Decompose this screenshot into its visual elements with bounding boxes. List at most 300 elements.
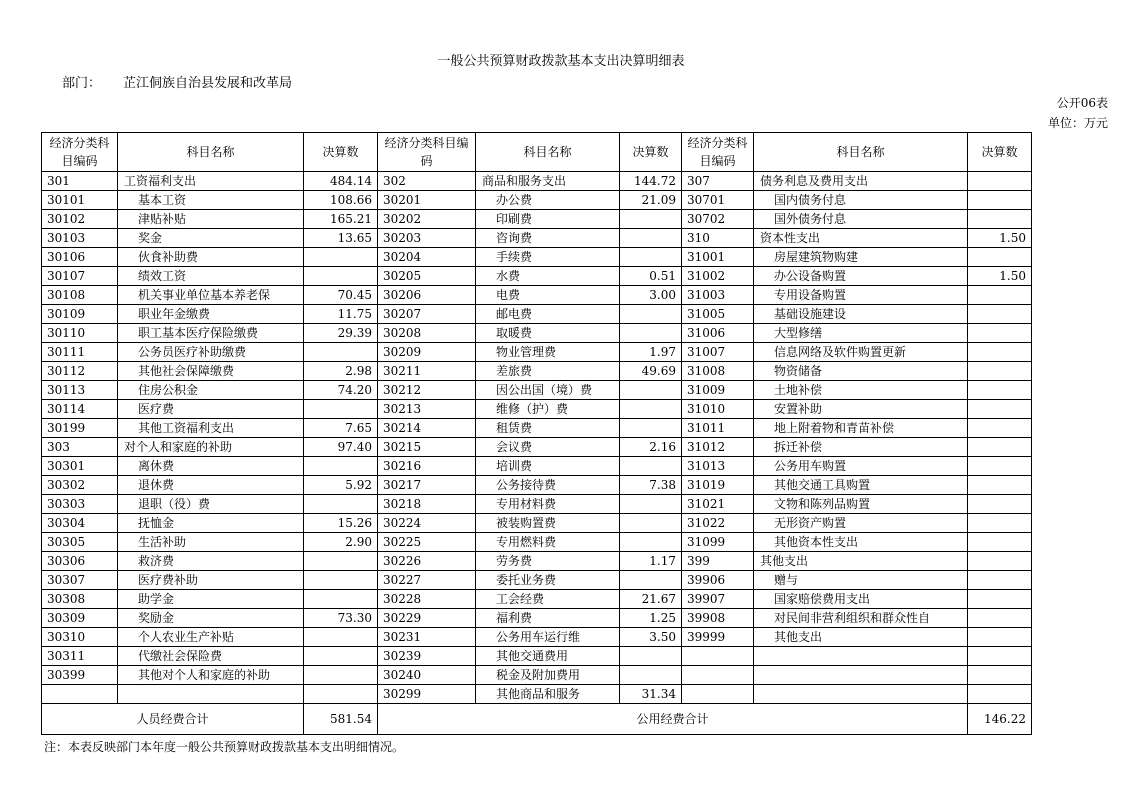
row-item-name: 生活补助	[118, 533, 304, 552]
row-code: 30109	[42, 305, 118, 324]
row-amount	[620, 229, 682, 248]
table-row	[42, 571, 1032, 590]
row-item-name: 公务用车运行维	[476, 628, 620, 647]
row-amount	[968, 476, 1032, 495]
table-row	[42, 324, 1032, 343]
row-amount	[304, 248, 378, 267]
row-code: 30229	[378, 609, 476, 628]
row-item-name: 被装购置费	[476, 514, 620, 533]
row-item-name: 其他社会保障缴费	[118, 362, 304, 381]
row-code: 31010	[682, 400, 754, 419]
row-item-name: 债务利息及费用支出	[754, 172, 968, 191]
row-item-name: 安置补助	[754, 400, 968, 419]
row-code: 31019	[682, 476, 754, 495]
row-item-name: 退职（役）费	[118, 495, 304, 514]
row-amount	[620, 210, 682, 229]
row-item-name: 抚恤金	[118, 514, 304, 533]
row-code: 30303	[42, 495, 118, 514]
row-item-name: 住房公积金	[118, 381, 304, 400]
row-code: 31009	[682, 381, 754, 400]
row-amount: 2.90	[304, 533, 378, 552]
table-row	[42, 248, 1032, 267]
row-item-name: 福利费	[476, 609, 620, 628]
header-amount-3: 决算数	[968, 133, 1032, 172]
row-item-name: 水费	[476, 267, 620, 286]
table-row	[42, 267, 1032, 286]
table-row	[42, 533, 1032, 552]
row-code: 30206	[378, 286, 476, 305]
report-title: 一般公共预算财政拨款基本支出决算明细表	[437, 54, 685, 69]
row-code: 30225	[378, 533, 476, 552]
row-code: 30301	[42, 457, 118, 476]
header-code-3: 经济分类科目编码	[682, 133, 754, 172]
row-amount	[304, 495, 378, 514]
row-amount	[620, 381, 682, 400]
row-item-name: 房屋建筑物购建	[754, 248, 968, 267]
department-label: 部门：	[62, 76, 102, 91]
table-row	[42, 400, 1032, 419]
row-code: 30102	[42, 210, 118, 229]
row-code: 31011	[682, 419, 754, 438]
row-code: 30299	[378, 685, 476, 704]
row-item-name	[754, 647, 968, 666]
row-code: 399	[682, 552, 754, 571]
personnel-total-label: 人员经费合计	[42, 704, 304, 735]
table-row	[42, 609, 1032, 628]
row-item-name: 工会经费	[476, 590, 620, 609]
table-row	[42, 647, 1032, 666]
row-code: 31008	[682, 362, 754, 381]
row-code: 30218	[378, 495, 476, 514]
row-item-name: 商品和服务支出	[476, 172, 620, 191]
row-item-name: 维修（护）费	[476, 400, 620, 419]
row-item-name: 取暖费	[476, 324, 620, 343]
row-code: 30101	[42, 191, 118, 210]
row-item-name: 办公设备购置	[754, 267, 968, 286]
row-amount	[968, 514, 1032, 533]
row-amount	[620, 647, 682, 666]
row-amount: 5.92	[304, 476, 378, 495]
row-amount	[620, 533, 682, 552]
personnel-total-amount: 581.54	[304, 704, 378, 735]
row-code: 39999	[682, 628, 754, 647]
row-code: 30224	[378, 514, 476, 533]
row-amount	[968, 609, 1032, 628]
expenditure-table	[41, 132, 1032, 735]
row-item-name: 大型修缮	[754, 324, 968, 343]
row-code: 30226	[378, 552, 476, 571]
row-item-name: 咨询费	[476, 229, 620, 248]
row-amount	[304, 647, 378, 666]
row-amount: 97.40	[304, 438, 378, 457]
row-code: 30114	[42, 400, 118, 419]
row-amount: 1.50	[968, 267, 1032, 286]
header-name-1: 科目名称	[118, 133, 304, 172]
row-amount	[304, 343, 378, 362]
header-amount-2: 决算数	[620, 133, 682, 172]
row-amount	[304, 400, 378, 419]
row-item-name: 文物和陈列品购置	[754, 495, 968, 514]
row-code: 31002	[682, 267, 754, 286]
row-code	[682, 647, 754, 666]
row-item-name: 机关事业单位基本养老保	[118, 286, 304, 305]
row-code: 30212	[378, 381, 476, 400]
header-name-3: 科目名称	[754, 133, 968, 172]
row-code: 30213	[378, 400, 476, 419]
row-code: 30201	[378, 191, 476, 210]
public-total-label: 公用经费合计	[378, 704, 968, 735]
row-item-name: 其他支出	[754, 628, 968, 647]
row-item-name: 其他对个人和家庭的补助	[118, 666, 304, 685]
row-amount	[968, 248, 1032, 267]
row-item-name	[754, 666, 968, 685]
row-amount	[968, 552, 1032, 571]
table-row	[42, 286, 1032, 305]
table-row	[42, 305, 1032, 324]
table-row	[42, 590, 1032, 609]
table-row	[42, 172, 1032, 191]
row-item-name: 印刷费	[476, 210, 620, 229]
row-item-name: 工资福利支出	[118, 172, 304, 191]
row-amount: 2.16	[620, 438, 682, 457]
row-amount: 1.50	[968, 229, 1032, 248]
footnote: 注：本表反映部门本年度一般公共预算财政拨款基本支出明细情况。	[44, 740, 405, 754]
row-item-name	[118, 685, 304, 704]
row-code: 30231	[378, 628, 476, 647]
row-amount: 31.34	[620, 685, 682, 704]
row-item-name: 职业年金缴费	[118, 305, 304, 324]
row-amount	[968, 438, 1032, 457]
public-total-amount: 146.22	[968, 704, 1032, 735]
row-item-name: 培训费	[476, 457, 620, 476]
row-item-name: 差旅费	[476, 362, 620, 381]
row-code: 303	[42, 438, 118, 457]
row-code: 302	[378, 172, 476, 191]
row-amount	[968, 571, 1032, 590]
row-amount	[968, 172, 1032, 191]
row-amount: 29.39	[304, 324, 378, 343]
row-code: 301	[42, 172, 118, 191]
row-amount	[304, 457, 378, 476]
row-item-name: 伙食补助费	[118, 248, 304, 267]
row-item-name: 其他交通费用	[476, 647, 620, 666]
row-amount: 108.66	[304, 191, 378, 210]
row-item-name: 办公费	[476, 191, 620, 210]
table-row	[42, 191, 1032, 210]
row-amount	[620, 514, 682, 533]
row-item-name: 职工基本医疗保险缴费	[118, 324, 304, 343]
table-row	[42, 438, 1032, 457]
row-amount	[620, 666, 682, 685]
row-amount	[968, 533, 1032, 552]
row-item-name: 退休费	[118, 476, 304, 495]
row-item-name: 公务员医疗补助缴费	[118, 343, 304, 362]
row-amount	[304, 552, 378, 571]
row-item-name: 因公出国（境）费	[476, 381, 620, 400]
row-amount: 74.20	[304, 381, 378, 400]
row-item-name: 劳务费	[476, 552, 620, 571]
row-item-name: 邮电费	[476, 305, 620, 324]
row-item-name: 公务用车购置	[754, 457, 968, 476]
row-amount	[968, 381, 1032, 400]
row-amount	[968, 324, 1032, 343]
row-amount	[304, 685, 378, 704]
row-amount: 3.50	[620, 628, 682, 647]
row-item-name: 专用设备购置	[754, 286, 968, 305]
row-item-name: 基本工资	[118, 191, 304, 210]
row-amount	[968, 305, 1032, 324]
row-amount	[968, 191, 1032, 210]
row-code: 31007	[682, 343, 754, 362]
table-row	[42, 628, 1032, 647]
row-item-name: 拆迁补偿	[754, 438, 968, 457]
row-code: 30202	[378, 210, 476, 229]
header-code-1: 经济分类科目编码	[42, 133, 118, 172]
row-amount: 73.30	[304, 609, 378, 628]
department-name: 芷江侗族自治县发展和改革局	[123, 76, 293, 91]
row-code: 30311	[42, 647, 118, 666]
table-row	[42, 514, 1032, 533]
row-item-name: 其他支出	[754, 552, 968, 571]
table-row	[42, 362, 1032, 381]
row-amount	[620, 457, 682, 476]
row-item-name: 无形资产购置	[754, 514, 968, 533]
row-code: 31012	[682, 438, 754, 457]
row-item-name: 奖励金	[118, 609, 304, 628]
row-code: 30306	[42, 552, 118, 571]
table-row	[42, 381, 1032, 400]
totals-row	[42, 704, 1032, 735]
row-amount: 165.21	[304, 210, 378, 229]
row-amount: 1.25	[620, 609, 682, 628]
row-code: 30203	[378, 229, 476, 248]
row-code: 30302	[42, 476, 118, 495]
row-item-name: 物业管理费	[476, 343, 620, 362]
row-code	[682, 666, 754, 685]
row-amount	[968, 210, 1032, 229]
row-code: 31001	[682, 248, 754, 267]
row-item-name: 手续费	[476, 248, 620, 267]
row-item-name: 地上附着物和青苗补偿	[754, 419, 968, 438]
table-row	[42, 229, 1032, 248]
header-code-2: 经济分类科目编码	[378, 133, 476, 172]
row-item-name: 租赁费	[476, 419, 620, 438]
row-code: 39906	[682, 571, 754, 590]
row-code: 30310	[42, 628, 118, 647]
department-line	[62, 72, 292, 91]
row-code: 30209	[378, 343, 476, 362]
row-item-name: 奖金	[118, 229, 304, 248]
table-row	[42, 343, 1032, 362]
row-code: 30227	[378, 571, 476, 590]
row-amount	[968, 590, 1032, 609]
row-amount	[968, 628, 1032, 647]
row-item-name: 公务接待费	[476, 476, 620, 495]
table-row	[42, 666, 1032, 685]
row-code: 30199	[42, 419, 118, 438]
row-amount: 0.51	[620, 267, 682, 286]
header-amount-1: 决算数	[304, 133, 378, 172]
row-item-name	[754, 685, 968, 704]
row-code: 31005	[682, 305, 754, 324]
row-item-name: 其他交通工具购置	[754, 476, 968, 495]
row-code: 30108	[42, 286, 118, 305]
row-code: 30208	[378, 324, 476, 343]
row-item-name: 专用材料费	[476, 495, 620, 514]
row-item-name: 个人农业生产补贴	[118, 628, 304, 647]
row-item-name: 对民间非营利组织和群众性自	[754, 609, 968, 628]
row-amount	[620, 324, 682, 343]
row-amount	[304, 590, 378, 609]
row-amount	[620, 305, 682, 324]
row-amount	[304, 628, 378, 647]
row-code: 30207	[378, 305, 476, 324]
row-amount	[968, 286, 1032, 305]
row-amount: 484.14	[304, 172, 378, 191]
row-amount	[304, 571, 378, 590]
row-code: 30216	[378, 457, 476, 476]
row-amount	[968, 419, 1032, 438]
row-item-name: 国家赔偿费用支出	[754, 590, 968, 609]
row-item-name: 其他商品和服务	[476, 685, 620, 704]
row-code: 30240	[378, 666, 476, 685]
row-code: 30305	[42, 533, 118, 552]
row-amount	[968, 666, 1032, 685]
row-amount: 70.45	[304, 286, 378, 305]
row-code: 30702	[682, 210, 754, 229]
row-code: 30215	[378, 438, 476, 457]
row-amount: 7.65	[304, 419, 378, 438]
row-code: 39907	[682, 590, 754, 609]
row-item-name: 绩效工资	[118, 267, 304, 286]
row-item-name: 基础设施建设	[754, 305, 968, 324]
row-code: 30304	[42, 514, 118, 533]
row-code: 31022	[682, 514, 754, 533]
row-item-name: 代缴社会保险费	[118, 647, 304, 666]
row-amount	[968, 495, 1032, 514]
table-row	[42, 552, 1032, 571]
row-amount	[620, 248, 682, 267]
row-amount	[620, 400, 682, 419]
row-amount	[968, 362, 1032, 381]
row-item-name: 信息网络及软件购置更新	[754, 343, 968, 362]
row-amount	[968, 343, 1032, 362]
row-amount: 49.69	[620, 362, 682, 381]
row-code: 30239	[378, 647, 476, 666]
row-code: 30113	[42, 381, 118, 400]
row-code: 31003	[682, 286, 754, 305]
table-row	[42, 495, 1032, 514]
table-row	[42, 457, 1032, 476]
table-row	[42, 419, 1032, 438]
row-code: 31013	[682, 457, 754, 476]
row-code	[682, 685, 754, 704]
row-code: 30217	[378, 476, 476, 495]
row-amount	[968, 647, 1032, 666]
row-item-name: 委托业务费	[476, 571, 620, 590]
row-item-name: 助学金	[118, 590, 304, 609]
row-amount: 21.67	[620, 590, 682, 609]
row-code: 30205	[378, 267, 476, 286]
row-code: 39908	[682, 609, 754, 628]
row-item-name: 赠与	[754, 571, 968, 590]
row-amount	[304, 267, 378, 286]
row-amount: 2.98	[304, 362, 378, 381]
row-amount	[968, 685, 1032, 704]
row-amount	[620, 419, 682, 438]
row-code: 30701	[682, 191, 754, 210]
row-item-name: 资本性支出	[754, 229, 968, 248]
row-amount: 3.00	[620, 286, 682, 305]
row-item-name: 救济费	[118, 552, 304, 571]
row-code: 30309	[42, 609, 118, 628]
row-code: 30204	[378, 248, 476, 267]
row-code	[42, 685, 118, 704]
table-row	[42, 210, 1032, 229]
row-item-name: 离休费	[118, 457, 304, 476]
row-code: 30107	[42, 267, 118, 286]
row-code: 31021	[682, 495, 754, 514]
row-item-name: 电费	[476, 286, 620, 305]
row-code: 31099	[682, 533, 754, 552]
row-amount	[304, 666, 378, 685]
row-item-name: 物资储备	[754, 362, 968, 381]
row-amount: 21.09	[620, 191, 682, 210]
row-code: 30110	[42, 324, 118, 343]
table-body	[42, 172, 1032, 704]
row-item-name: 土地补偿	[754, 381, 968, 400]
row-amount: 1.97	[620, 343, 682, 362]
row-item-name: 其他工资福利支出	[118, 419, 304, 438]
row-item-name: 国内债务付息	[754, 191, 968, 210]
row-amount	[620, 571, 682, 590]
row-item-name: 会议费	[476, 438, 620, 457]
row-item-name: 津贴补贴	[118, 210, 304, 229]
row-code: 30214	[378, 419, 476, 438]
row-amount	[968, 457, 1032, 476]
row-amount: 11.75	[304, 305, 378, 324]
row-item-name: 国外债务付息	[754, 210, 968, 229]
row-code: 30228	[378, 590, 476, 609]
row-code: 30307	[42, 571, 118, 590]
row-item-name: 专用燃料费	[476, 533, 620, 552]
row-item-name: 医疗费补助	[118, 571, 304, 590]
row-amount: 7.38	[620, 476, 682, 495]
form-number: 公开06表	[1056, 96, 1108, 110]
row-amount: 15.26	[304, 514, 378, 533]
header-row	[42, 133, 1032, 172]
row-item-name: 对个人和家庭的补助	[118, 438, 304, 457]
table-row	[42, 685, 1032, 704]
header-name-2: 科目名称	[476, 133, 620, 172]
row-code: 30399	[42, 666, 118, 685]
row-code: 31006	[682, 324, 754, 343]
row-code: 30103	[42, 229, 118, 248]
row-amount	[620, 495, 682, 514]
row-code: 310	[682, 229, 754, 248]
row-item-name: 其他资本性支出	[754, 533, 968, 552]
row-code: 307	[682, 172, 754, 191]
row-code: 30111	[42, 343, 118, 362]
row-amount	[968, 400, 1032, 419]
row-code: 30308	[42, 590, 118, 609]
table-row	[42, 476, 1032, 495]
row-code: 30106	[42, 248, 118, 267]
row-code: 30211	[378, 362, 476, 381]
unit-label: 单位：万元	[1047, 116, 1108, 130]
row-amount: 1.17	[620, 552, 682, 571]
row-amount: 13.65	[304, 229, 378, 248]
